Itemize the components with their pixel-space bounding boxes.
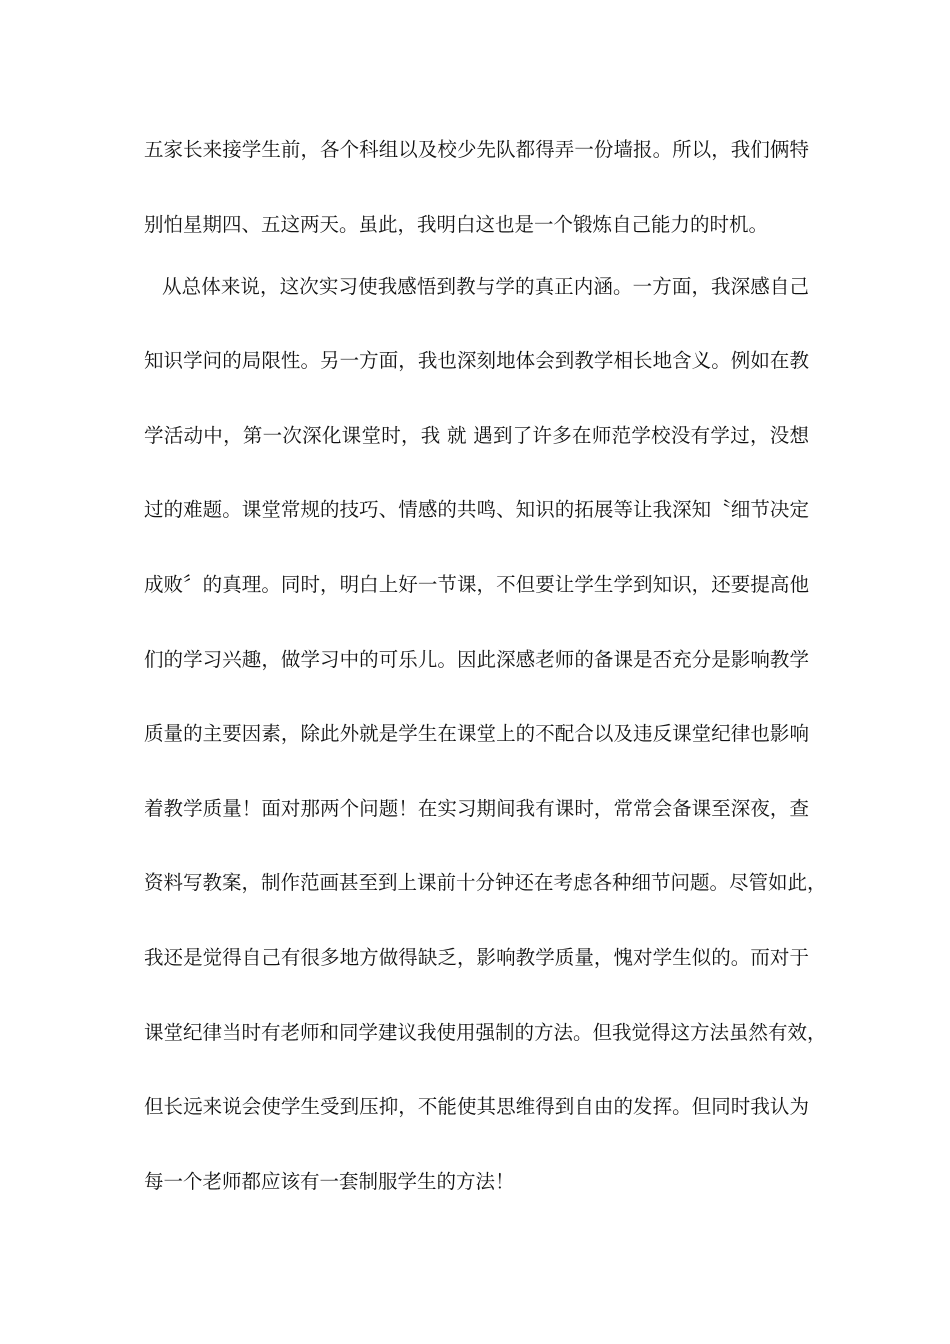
text-line-1: 五家长来接学生前，各个科组以及校少先队都得弄一份墙报。所以，我们俩特 xyxy=(144,138,809,161)
text-line-14: 但长远来说会使学生受到压抑，不能使其思维得到自由的发挥。但同时我认为 xyxy=(144,1095,809,1118)
text-line-8: 们的学习兴趣，做学习中的可乐儿。因此深感老师的备课是否充分是影响教学 xyxy=(144,648,809,671)
text-line-13: 课堂纪律当时有老师和同学建议我使用强制的方法。但我觉得这方法虽然有效， xyxy=(144,1021,827,1044)
text-line-6: 过的难题。课堂常规的技巧、情感的共鸣、知识的拓展等让我深知〝细节决定 xyxy=(144,498,809,521)
text-line-4: 知识学问的局限性。另一方面，我也深刻地体会到教学相长地含义。例如在教 xyxy=(144,349,809,372)
text-line-3: 从总体来说，这次实习使我感悟到教与学的真正内涵。一方面，我深感自己 xyxy=(162,275,809,298)
text-line-2: 别怕星期四、五这两天。虽此，我明白这也是一个锻炼自己能力的时机。 xyxy=(144,213,769,236)
text-line-12: 我还是觉得自己有很多地方做得缺乏，影响教学质量，愧对学生似的。而对于 xyxy=(144,946,809,969)
text-line-7: 成败〞的真理。同时，明白上好一节课，不但要让学生学到知识，还要提高他 xyxy=(144,573,809,596)
text-line-5: 学活动中，第一次深化课堂时，我 就 遇到了许多在师范学校没有学过，没想 xyxy=(144,424,809,447)
text-line-10: 着教学质量！面对那两个问题！在实习期间我有课时，常常会备课至深夜，查 xyxy=(144,797,809,820)
text-line-9: 质量的主要因素，除此外就是学生在课堂上的不配合以及违反课堂纪律也影响 xyxy=(144,722,809,745)
text-line-11: 资料写教案，制作范画甚至到上课前十分钟还在考虑各种细节问题。尽管如此， xyxy=(144,871,827,894)
text-line-15: 每一个老师都应该有一套制服学生的方法！ xyxy=(144,1170,515,1193)
